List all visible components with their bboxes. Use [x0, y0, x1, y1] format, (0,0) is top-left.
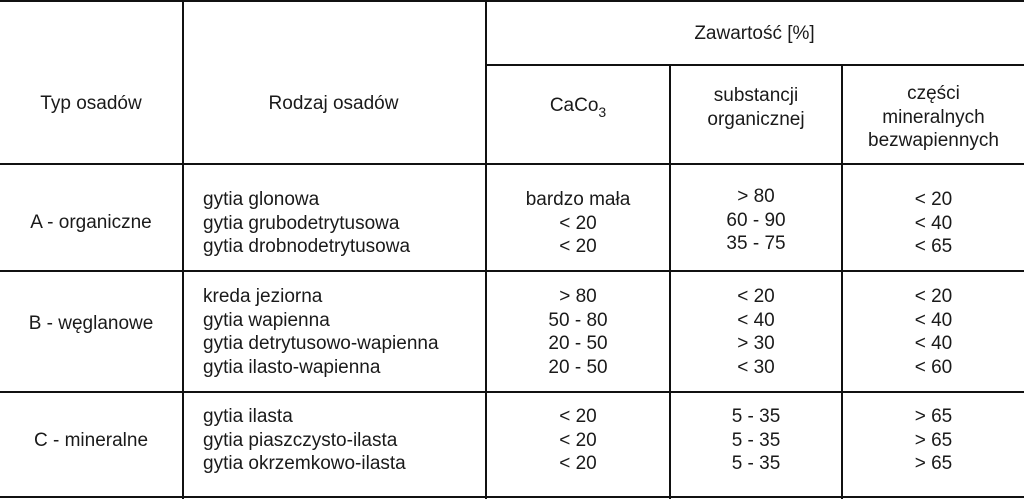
column-divider-1 — [182, 0, 184, 499]
kind-item: gytia wapienna — [203, 309, 330, 331]
row-divider-b — [0, 391, 1024, 393]
group-caco3 — [487, 405, 669, 476]
header-mineral-line: części — [907, 83, 960, 104]
organic-value: > 30 — [737, 333, 775, 354]
group-kinds — [203, 405, 406, 476]
group-kinds — [203, 285, 439, 379]
group-organic — [671, 405, 841, 476]
mineral-value: < 40 — [914, 333, 953, 354]
organic-value: < 40 — [737, 309, 775, 331]
group-type: C - mineralne — [33, 430, 149, 451]
mineral-value: < 40 — [914, 212, 953, 234]
header-mineral-line: bezwapiennych — [868, 130, 999, 151]
header-organic — [671, 84, 841, 131]
mineral-value: > 65 — [914, 406, 953, 427]
kind-item: gytia piaszczysto-ilasta — [203, 429, 398, 451]
group-caco3 — [487, 188, 669, 259]
caco3-value: bardzo mała — [525, 189, 631, 210]
caco3-subscript: 3 — [598, 104, 607, 120]
mineral-value: < 20 — [914, 286, 953, 307]
header-organic-line: substancji — [713, 85, 799, 106]
group-caco3 — [487, 285, 669, 379]
kind-item: gytia ilasto-wapienna — [203, 356, 381, 378]
header-mineral — [843, 82, 1024, 153]
mineral-value: > 65 — [914, 429, 953, 451]
group-type: A - organiczne — [30, 212, 152, 233]
mineral-value: < 60 — [914, 356, 953, 378]
caco3-base: CaCo — [549, 95, 599, 116]
header-bottom-line — [0, 163, 1024, 165]
group-mineral — [843, 188, 1024, 259]
kind-item: gytia okrzemkowo-ilasta — [203, 453, 406, 474]
kind-item: gytia detrytusowo-wapienna — [203, 333, 439, 354]
kind-item: kreda jeziorna — [203, 286, 323, 307]
header-subdivider — [485, 64, 1024, 66]
header-organic-line: organicznej — [707, 108, 805, 130]
mineral-value: < 65 — [914, 236, 953, 257]
group-type: B - węglanowe — [28, 313, 154, 334]
mineral-value: < 20 — [914, 189, 953, 210]
table-border-top — [0, 0, 1024, 2]
organic-value: 5 - 35 — [731, 406, 781, 427]
mineral-value: > 65 — [914, 453, 953, 474]
kind-item: gytia glonowa — [203, 189, 320, 210]
caco3-value: < 20 — [559, 453, 597, 474]
caco3-value: 20 - 50 — [548, 356, 608, 378]
caco3-value: < 20 — [559, 406, 597, 427]
header-content: Zawartość [%] — [694, 23, 815, 44]
group-mineral — [843, 285, 1024, 379]
caco3-value: < 20 — [559, 236, 597, 257]
kind-item: gytia drobnodetrytusowa — [203, 236, 411, 257]
group-kinds — [203, 188, 410, 259]
group-organic — [671, 285, 841, 379]
header-kind: Rodzaj osadów — [268, 93, 399, 114]
organic-value: 60 - 90 — [726, 209, 786, 231]
organic-value: < 30 — [737, 356, 775, 378]
organic-value: < 20 — [737, 286, 775, 307]
kind-item: gytia ilasta — [203, 406, 293, 427]
caco3-value: 20 - 50 — [548, 333, 608, 354]
header-caco3 — [487, 94, 669, 124]
header-type: Typ osadów — [40, 93, 142, 114]
caco3-value: < 20 — [559, 429, 597, 451]
caco3-value: 50 - 80 — [548, 309, 608, 331]
header-mineral-line: mineralnych — [882, 106, 985, 128]
row-divider-a — [0, 270, 1024, 272]
kind-item: gytia grubodetrytusowa — [203, 212, 400, 234]
organic-value: 5 - 35 — [731, 453, 781, 474]
organic-value: > 80 — [737, 186, 775, 207]
caco3-value: < 20 — [559, 212, 597, 234]
mineral-value: < 40 — [914, 309, 953, 331]
group-mineral — [843, 405, 1024, 476]
organic-value: 35 - 75 — [726, 233, 786, 254]
organic-value: 5 - 35 — [731, 429, 781, 451]
table-border-bottom — [0, 496, 1024, 498]
group-organic — [671, 185, 841, 256]
caco3-value: > 80 — [559, 286, 597, 307]
